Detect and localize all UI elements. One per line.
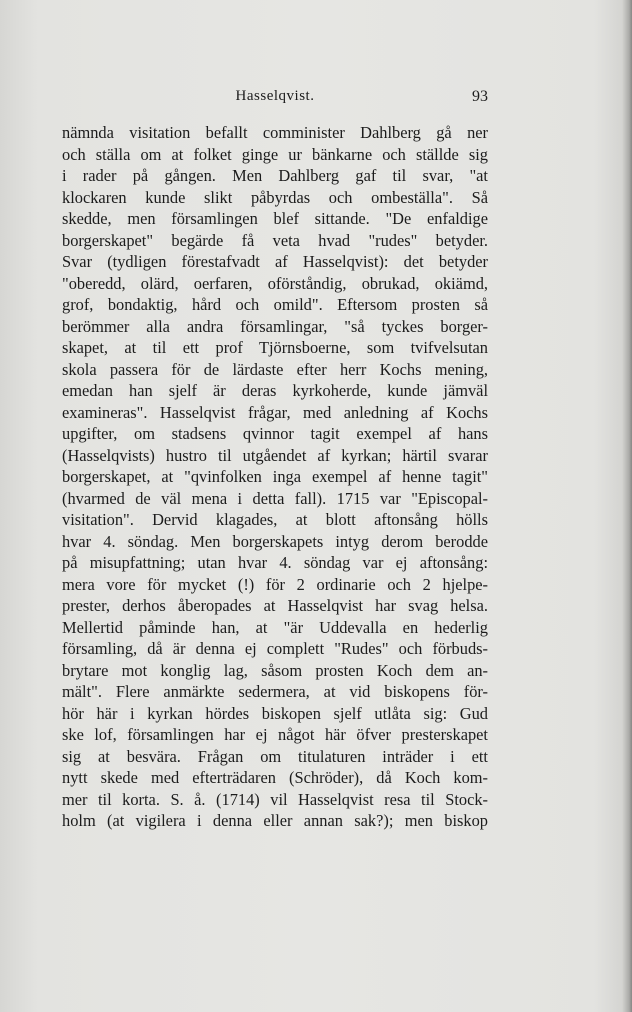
text-line: ske lof, församlingen har ej något här öfver presterskapet bbox=[62, 725, 488, 744]
running-title: Hasselqvist. bbox=[235, 88, 315, 104]
page-edge-shadow bbox=[622, 0, 632, 1012]
text-line: skapet, at til ett prof Tjörnsboerne, som tvifvelsutan bbox=[62, 338, 488, 357]
text-line: "oberedd, olärd, oerfaren, oförståndig, obrukad, okiämd, bbox=[62, 273, 488, 293]
running-head bbox=[62, 88, 488, 110]
text-line: grof, bondaktig, hård och omild". Eftersom prosten så bbox=[62, 295, 488, 314]
body-text bbox=[62, 122, 488, 832]
text-line: upgifter, om stadsens qvinnor tagit exempel af hans bbox=[62, 424, 488, 443]
text-line: i rader på gången. Men Dahlberg gaf til svar, "at bbox=[62, 166, 488, 185]
text-line: Svar (tydligen förestafvadt af Hasselqvist): det betyder bbox=[62, 252, 488, 271]
text-line: nytt skede med efterträdaren (Schröder), då Koch kom- bbox=[62, 768, 488, 787]
text-line: borgerskapet" begärde få veta hvad "rudes" betyder. bbox=[62, 230, 488, 250]
text-line: sig at besvära. Frågan om titulaturen inträder i ett bbox=[62, 746, 488, 766]
text-line: församling, då är denna ej complett "Rudes" och förbuds- bbox=[62, 639, 488, 658]
text-line: (Hasselqvists) hustro til utgåendet af kyrkan; härtil svarar bbox=[62, 445, 488, 465]
text-line: Mellertid påminde han, at "är Uddevalla en hederlig bbox=[62, 617, 488, 637]
text-line: klockaren kunde slikt påbyrdas och ombeställa". Så bbox=[62, 187, 488, 207]
text-line: prester, derhos åberopades at Hasselqvist har svag helsa. bbox=[62, 596, 488, 615]
text-line: borgerskapet, at "qvinfolken inga exempel af henne tagit" bbox=[62, 467, 488, 486]
text-line: hör här i kyrkan hördes biskopen sjelf utlåta sig: Gud bbox=[62, 703, 488, 723]
text-line: brytare mot konglig lag, såsom prosten Koch dem an- bbox=[62, 660, 488, 680]
text-line: emedan han sjelf är deras kyrkoherde, kunde jämväl bbox=[62, 381, 488, 400]
text-line: mer til korta. S. å. (1714) vil Hasselqvist resa til Stock- bbox=[62, 789, 488, 809]
page-number: 93 bbox=[472, 88, 488, 105]
text-line: skola passera för de lärdaste efter herr Kochs mening, bbox=[62, 359, 488, 379]
text-line: mält". Flere anmärkte sedermera, at vid biskopens för- bbox=[62, 682, 488, 701]
text-line: på misupfattning; utan hvar 4. söndag var ej aftonsång: bbox=[62, 553, 488, 572]
text-line: examineras". Hasselqvist frågar, med anledning af Kochs bbox=[62, 402, 488, 422]
text-line: visitation". Dervid klagades, at blott aftonsång hölls bbox=[62, 510, 488, 529]
text-line: hvar 4. söndag. Men borgerskapets intyg derom berodde bbox=[62, 531, 488, 551]
text-line: nämnda visitation befallt comminister Dahlberg gå ner bbox=[62, 123, 488, 142]
text-line: holm (at vigilera i denna eller annan sak?); men biskop bbox=[62, 811, 488, 830]
text-line: (hvarmed de väl mena i detta fall). 1715 var "Episcopal- bbox=[62, 488, 488, 508]
text-line: berömmer alla andra församlingar, "så tyckes borger- bbox=[62, 316, 488, 336]
text-line: och ställa om at folket ginge ur bänkarne och ställde sig bbox=[62, 144, 488, 164]
text-line: mera vore för mycket (!) för 2 ordinarie och 2 hjelpe- bbox=[62, 574, 488, 594]
text-line: skedde, men församlingen blef sittande. "De enfaldige bbox=[62, 209, 488, 228]
